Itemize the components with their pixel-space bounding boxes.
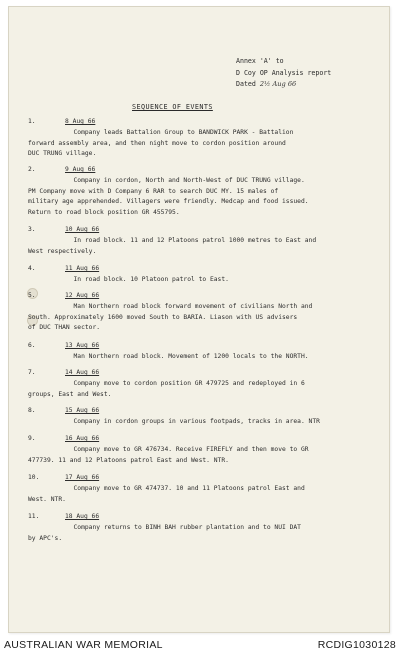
archive-name: AUSTRALIAN WAR MEMORIAL	[4, 639, 163, 651]
entry-text: Man Northern road block forward movement of civilians North and South. Approximately 1600 moved South to BARIA. Liason with US advisers of DUC THAN sector.	[28, 303, 313, 332]
entry-date: 11 Aug 66	[65, 265, 100, 272]
entry-date: 15 Aug 66	[65, 407, 100, 414]
entry-number: 11.	[28, 513, 40, 520]
entry-number: 8.	[28, 407, 36, 414]
archive-footer	[0, 637, 400, 654]
entry-date: 13 Aug 66	[65, 342, 100, 349]
entry-text: Company move to GR 474737. 10 and 11 Platoons patrol East and West. NTR.	[28, 485, 305, 503]
annex-line-1: Annex 'A' to	[236, 57, 284, 65]
entry-text: Company leads Battalion Group to BANDWICK PARK - Battalion forward assembly area, and then night move to cordon position around DUC TRUNG village.	[28, 129, 294, 158]
entry-text: Company move to GR 476734. Receive FIREFLY and then move to GR 477739. 11 and 12 Platoons patrol East and West. NTR.	[28, 446, 309, 464]
entry-date: 12 Aug 66	[65, 292, 100, 299]
entry-number: 3.	[28, 226, 36, 233]
entry-number: 1.	[28, 118, 36, 125]
entry-date: 14 Aug 66	[65, 369, 100, 376]
entry-number: 6.	[28, 342, 36, 349]
entry-date: 10 Aug 66	[65, 226, 100, 233]
entry-date: 17 Aug 66	[65, 474, 100, 481]
entry-date: 16 Aug 66	[65, 435, 100, 442]
page-title: SEQUENCE OF EVENTS	[132, 103, 213, 111]
entry-date: 9 Aug 66	[65, 166, 96, 173]
entry-text: Man Northern road block. Movement of 1200 locals to the NORTH.	[28, 353, 309, 360]
annex-dated-value: 2½ Aug 66	[259, 80, 297, 88]
entry-number: 7.	[28, 369, 36, 376]
entry-text: Company in cordon groups in various footpads, tracks in area. NTR	[28, 418, 320, 425]
annex-header	[236, 56, 331, 91]
entry-number: 10.	[28, 474, 40, 481]
entry-number: 9.	[28, 435, 36, 442]
annex-dated-label: Dated	[236, 80, 256, 88]
entry-date: 8 Aug 66	[65, 118, 96, 125]
entry-text: In road block. 11 and 12 Platoons patrol 1000 metres to East and West respectively.	[28, 237, 317, 255]
entry-text: Company returns to BINH BAH rubber plantation and to NUI DAT by APC's.	[28, 524, 301, 542]
record-id: RCDIG1030128	[317, 639, 396, 651]
entry-number: 5.	[28, 292, 36, 299]
entry-date: 18 Aug 66	[65, 513, 100, 520]
entry-number: 2.	[28, 166, 36, 173]
entry-text: In road block. 10 Platoon patrol to East.	[28, 276, 229, 283]
annex-line-2: D Coy OP Analysis report	[236, 68, 332, 77]
entry-text: Company in cordon, North and North-West of DUC TRUNG village. PM Company move with D Company 6 RAR to search DUC MY. 15 males of military age apprehended. Villagers were friendly. Medcap and food issued. Return to road block position GR 455795.	[28, 177, 309, 216]
entry-number: 4.	[28, 265, 36, 272]
entry-text: Company move to cordon position GR 479725 and redeployed in 6 groups, East and West.	[28, 380, 305, 398]
